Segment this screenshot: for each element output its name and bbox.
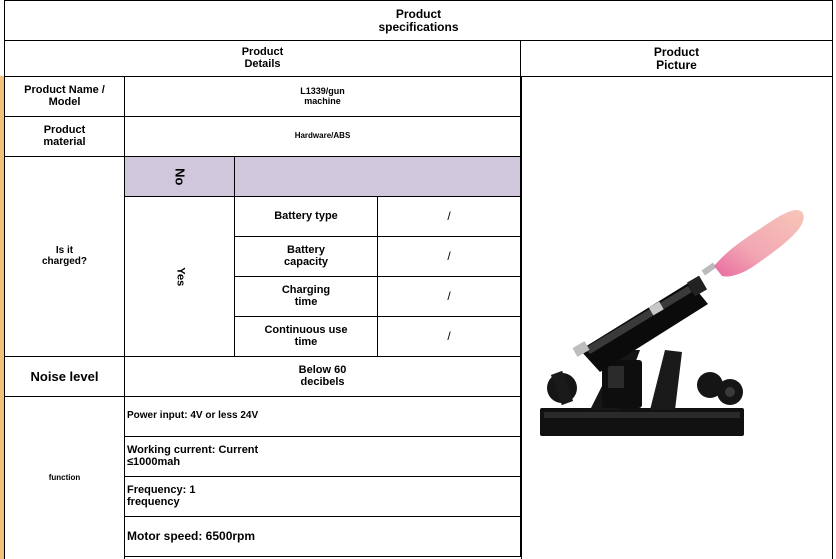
noise-level-label <box>4 356 125 397</box>
product-picture-line2: Picture <box>656 57 697 72</box>
battery-capacity-label-line1: Battery <box>287 243 325 256</box>
continuous-use-label-line2: time <box>294 335 318 348</box>
no-option-cell <box>124 156 235 197</box>
product-material-label <box>4 116 125 157</box>
product-name-label-line1: Product Name / <box>24 83 105 96</box>
is-charged-label-line2: charged? <box>41 255 87 267</box>
product-photo <box>530 200 820 450</box>
yes-option-cell <box>124 196 235 357</box>
power-input-cell <box>124 396 521 437</box>
product-picture-line1: Product <box>653 44 700 59</box>
is-charged-label <box>4 156 125 357</box>
working-current-line2: ≤1000mah <box>127 455 181 468</box>
product-name-label <box>4 76 125 117</box>
motor-speed-text: Motor speed: 6500rpm <box>127 529 256 544</box>
battery-capacity-value-text: / <box>447 249 451 264</box>
function-label-text: function <box>48 472 81 482</box>
function-label <box>4 396 125 559</box>
battery-type-label <box>234 196 378 237</box>
battery-capacity-label-line2: capacity <box>283 255 329 268</box>
noise-level-value-line1: Below 60 <box>298 363 347 376</box>
product-details-header <box>4 40 521 77</box>
battery-type-value-text: / <box>447 209 451 224</box>
table-title-line2: specifications <box>378 19 459 34</box>
charging-time-value-text: / <box>447 289 451 304</box>
product-material-label-line1: Product <box>43 123 86 136</box>
product-name-value-line1: L1339/gun <box>300 86 345 97</box>
battery-capacity-label <box>234 236 378 277</box>
charging-time-label-line1: Charging <box>281 283 331 296</box>
no-option-label: No <box>172 167 188 186</box>
product-details-line2: Details <box>244 57 281 70</box>
product-material-value <box>124 116 521 157</box>
battery-type-value <box>377 196 521 237</box>
yes-option-label: Yes <box>174 267 187 286</box>
product-material-value-text: Hardware/ABS <box>294 131 351 141</box>
table-title <box>4 0 833 41</box>
product-details-line1: Product <box>241 45 284 58</box>
table-title-line1: Product <box>395 6 442 21</box>
product-name-value-line2: machine <box>304 95 341 106</box>
product-picture-header <box>520 40 833 77</box>
continuous-use-label <box>234 316 378 357</box>
continuous-use-value-text: / <box>447 329 451 344</box>
noise-level-label-text: Noise level <box>30 368 99 384</box>
battery-capacity-value <box>377 236 521 277</box>
motor-speed-cell <box>124 516 521 557</box>
charging-time-value <box>377 276 521 317</box>
noise-level-value-line2: decibels <box>300 375 345 388</box>
charging-time-label-line2: time <box>294 295 318 308</box>
frequency-cell <box>124 476 521 517</box>
product-name-value <box>124 76 521 117</box>
product-material-label-line2: material <box>43 135 86 148</box>
noise-level-value <box>124 356 521 397</box>
working-current-line1: Working current: Current <box>127 443 259 456</box>
frequency-line2: frequency <box>127 495 180 508</box>
battery-type-label-text: Battery type <box>274 209 338 222</box>
frequency-line1: Frequency: 1 <box>127 483 196 496</box>
charging-time-label <box>234 276 378 317</box>
product-name-label-line2: Model <box>48 95 81 108</box>
no-option-empty-cell <box>234 156 521 197</box>
is-charged-label-line1: Is it <box>55 245 74 256</box>
power-input-text: Power input: 4V or less 24V <box>127 410 259 422</box>
continuous-use-label-line1: Continuous use <box>264 323 348 336</box>
continuous-use-value <box>377 316 521 357</box>
working-current-cell <box>124 436 521 477</box>
